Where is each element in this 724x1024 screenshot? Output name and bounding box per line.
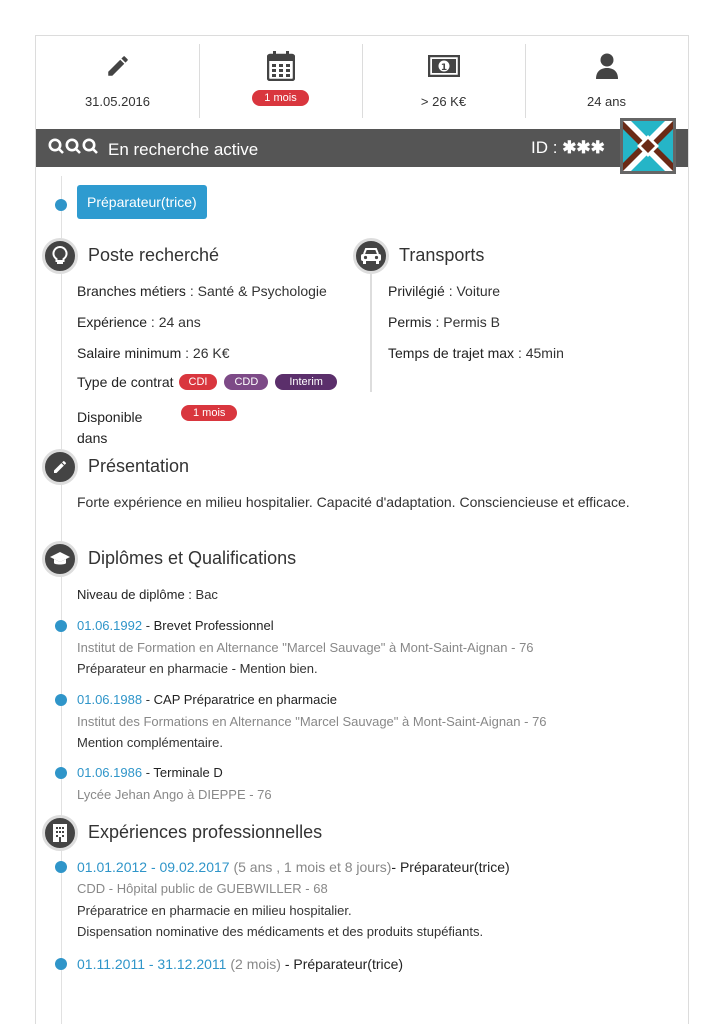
search-icon [48, 138, 100, 161]
contrat-badge-cdd: CDD [224, 374, 268, 390]
diplome-school: Lycée Jehan Ango à DIEPPE - 76 [77, 787, 272, 802]
avatar [620, 118, 676, 174]
stat-age [525, 44, 688, 128]
job-tag[interactable]: Préparateur(trice) [77, 185, 207, 219]
experience-item [77, 956, 403, 972]
id-label: ID : [531, 138, 558, 157]
niveau-value: Bac [195, 587, 218, 602]
row-contrat [77, 374, 339, 390]
diplome-note: Préparateur en pharmacie - Mention bien. [77, 661, 318, 676]
diplome-school: Institut des Formations en Alternance "Marcel Sauvage" à Mont-Saint-Aignan - 76 [77, 714, 547, 729]
diplome-name: Brevet Professionnel [153, 618, 274, 633]
id-display [531, 138, 605, 158]
graduation-cap-icon [42, 541, 78, 577]
row-dispo [77, 407, 142, 449]
timeline-dot [55, 694, 67, 706]
pencil-icon [42, 449, 78, 485]
diplome-date: 01.06.1992 [77, 618, 143, 633]
column-divider [370, 254, 372, 392]
timeline-dot [55, 767, 67, 779]
diplome-item: 01.06.1988 - CAP Préparatrice en pharmacie [77, 692, 337, 707]
niveau-label: Niveau de diplôme : [77, 587, 192, 602]
experience-desc: Dispensation nominative des médicaments et des produits stupéfiants. [77, 924, 484, 939]
calendar-icon [199, 48, 362, 84]
section-title-diplomes: Diplômes et Qualifications [88, 548, 297, 568]
row-experience: Expérience : 24 ans [77, 314, 201, 330]
diplome-date: 01.06.1988 [77, 692, 143, 707]
user-icon [525, 48, 688, 84]
diplome-name: Terminale D [153, 765, 223, 780]
contrat-badge-cdi: CDI [179, 374, 218, 390]
row-branches: Branches métiers : Santé & Psychologie [77, 283, 327, 299]
row-privilegie: Privilégié : Voiture [388, 283, 501, 299]
stats-row [36, 36, 688, 128]
branches-value: Santé & Psychologie [197, 283, 327, 299]
timeline-dot [55, 620, 67, 632]
dispo-label-line1: Disponible [77, 409, 143, 425]
section-title-presentation: Présentation [88, 456, 190, 476]
experience-employer: CDD - Hôpital public de GUEBWILLER - 68 [77, 881, 328, 896]
row-salaire: Salaire minimum : 26 K€ [77, 345, 230, 361]
pencil-icon [36, 48, 199, 84]
experience-desc: Préparatrice en pharmacie en milieu hospitalier. [77, 903, 352, 918]
stat-availability [199, 44, 362, 128]
stat-salary [362, 44, 525, 128]
section-title-experiences: Expériences professionnelles [88, 822, 323, 842]
stat-age-value: 24 ans [586, 94, 627, 109]
branches-label: Branches métiers [77, 283, 186, 299]
diplome-name: CAP Préparatrice en pharmacie [153, 692, 337, 707]
salaire-value: 26 K€ [192, 345, 230, 361]
timeline-dot [55, 861, 67, 873]
diplome-school: Institut de Formation en Alternance "Marcel Sauvage" à Mont-Saint-Aignan - 76 [77, 640, 534, 655]
row-niveau [77, 587, 218, 602]
section-title-transports: Transports [399, 245, 485, 265]
money-icon [362, 48, 525, 84]
profile-card [35, 35, 689, 1024]
car-icon [353, 238, 389, 274]
row-trajet: Temps de trajet max : 45min [388, 345, 564, 361]
experience-dates: 01.11.2011 - 31.12.2011 [77, 956, 227, 972]
availability-badge: 1 mois [252, 90, 308, 106]
svg-text:1: 1 [440, 63, 447, 73]
trajet-label: Temps de trajet max [388, 345, 515, 361]
experience-label: Expérience [77, 314, 148, 330]
timeline-line [61, 176, 62, 1024]
diplome-item: 01.06.1986 - Terminale D [77, 765, 223, 780]
experience-role: - Préparateur(trice) [391, 859, 510, 875]
contrat-label: Type de contrat [77, 374, 174, 390]
stat-date-value: 31.05.2016 [84, 94, 151, 109]
permis-label: Permis [388, 314, 432, 330]
experience-value: 24 ans [158, 314, 201, 330]
presentation-text: Forte expérience en milieu hospitalier. Capacité d'adaptation. Consciencieuse et efficace. [77, 494, 630, 510]
experience-dates: 01.01.2012 - 09.02.2017 [77, 859, 230, 875]
salaire-label: Salaire minimum [77, 345, 182, 361]
stat-salary-value: > 26 K€ [420, 94, 467, 109]
dispo-label-line2: dans [77, 430, 108, 446]
stat-date [36, 44, 199, 128]
lightbulb-icon [42, 238, 78, 274]
status-text: En recherche active [108, 139, 259, 159]
diplome-note: Mention complémentaire. [77, 735, 223, 750]
experience-duration: (5 ans , 1 mois et 8 jours) [233, 859, 392, 875]
timeline-dot [55, 958, 67, 970]
diplome-date: 01.06.1986 [77, 765, 143, 780]
trajet-value: 45min [525, 345, 564, 361]
permis-value: Permis B [443, 314, 501, 330]
contrat-badge-interim: Interim [275, 374, 337, 390]
section-title-poste: Poste recherché [88, 245, 220, 265]
dispo-badge: 1 mois [181, 405, 237, 421]
experience-item [77, 859, 510, 875]
privilegie-value: Voiture [456, 283, 501, 299]
diplome-item: 01.06.1992 - Brevet Professionnel [77, 618, 274, 633]
timeline-dot [55, 199, 67, 211]
building-icon [42, 815, 78, 851]
privilegie-label: Privilégié [388, 283, 445, 299]
row-permis: Permis : Permis B [388, 314, 501, 330]
experience-duration: (2 mois) [230, 956, 281, 972]
status-banner [36, 129, 688, 167]
id-value: ✱✱✱ [562, 138, 605, 157]
experience-role: - Préparateur(trice) [284, 956, 404, 972]
